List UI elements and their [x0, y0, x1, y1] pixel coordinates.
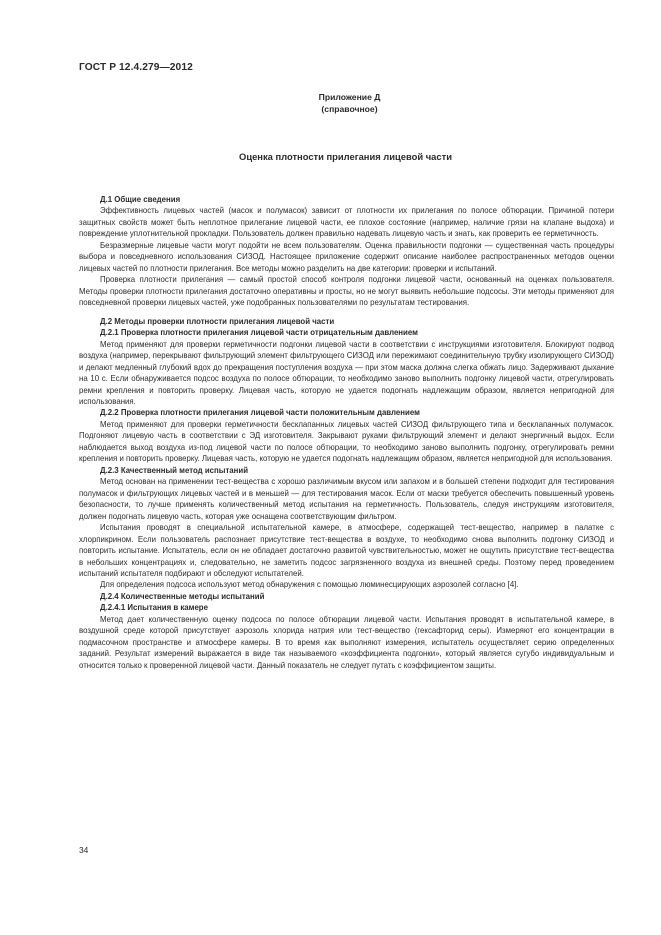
page-title-text: Оценка плотности прилегания лицевой части [239, 151, 452, 162]
paragraph-d1-3: Проверка плотности прилегания — самый простой способ контроля подгонки лицевой части, основанный на оценках пользователя. Методы проверки плотности прилегания достаточно оперативны и просты, но не могут выявить небольшие подсосы. Эти методы применяют для повседневной проверки лицевых частей, уже подобранных пользователями по результатам тестирования. [79, 275, 614, 308]
heading-d2-1: Д.2.1 Проверка плотности прилегания лицевой части отрицательным давлением [100, 328, 418, 338]
paragraph-d1-1: Эффективность лицевых частей (масок и полумасок) зависит от плотности их прилегания по полосе обтюрации. Причиной потери защитных свойств может быть неплотное прилегание лицевой части, ее плохое состояние (например, наличие грязи на клапане выдоха) и повреждение уплотнительной прокладки. Пользователь должен правильно надевать лицевую часть и знать, как проверить ее герметичность. [79, 206, 614, 239]
document-header: ГОСТ Р 12.4.279—2012 [79, 62, 193, 73]
appendix-label [0, 92, 661, 115]
appendix-type: (справочное) [321, 103, 378, 114]
heading-d2-2: Д.2.2 Проверка плотности прилегания лицевой части положительным давлением [100, 408, 420, 418]
heading-d2-4: Д.2.4 Количественные методы испытаний [100, 591, 265, 601]
paragraph-d2-2: Метод применяют для проверки герметичности бесклапанных лицевых частей СИЗОД фильтрующего типа и бесклапанных полумасок. Подгоняют лицевую часть в соответствии с ЭД изготовителя. Закрывают руками фильтрующий элемент и делают энергичный выдох. Если наблюдается выход воздуха из-под лицевой части по полосе обтюрации, то необходимо заново выполнить подгонку, отрегулировать ремни крепления и повторить проверку. Лицевая часть, которую не удается подогнать надлежащим образом, является непригодной для использования. [79, 419, 614, 464]
paragraph-d2-3-3: Для определения подсоса используют метод обнаружения с помощью люминесцирующих аэрозолей согласно [4]. [100, 580, 519, 590]
appendix-title: Приложение Д [318, 92, 381, 102]
page-title [0, 151, 661, 162]
paragraph-d2-3-2: Испытания проводят в специальной испытательной камере, в атмосфере, содержащей тест-вещество, например в палатке с хлорпикрином. Если пользователь распознает присутствие тест-вещества в воздухе, то необходимо снова выполнить подгонку СИЗОД и повторить испытание. Испытатель, если он не обладает достаточно развитой чувствительностью, может не ощутить присутствие тест-вещества в небольших концентрациях и, следовательно, не заметить подсос загрязненного воздуха из внешней среды. Поэтому перед проведением испытаний испытателя подбирают и обследуют испытателей. [79, 523, 614, 578]
heading-d2-3: Д.2.3 Качественный метод испытаний [100, 465, 249, 475]
paragraph-d2-3-1: Метод основан на применении тест-вещества с хорошо различимым вкусом или запахом и в большей степени подходит для тестирования полумасок и фильтрующих лицевых частей и в меньшей — для тестирования масок. Если от маски требуется обеспечить повышенный уровень безопасности, то лучше применять количественный метод испытания на герметичность. Пользователь, следуя инструкциям изготовителя, должен подогнать лицевую часть, которая уже оснащена соответствующим фильтром. [79, 477, 614, 521]
paragraph-d1-2: Безразмерные лицевые части могут подойти не всем пользователям. Оценка правильности подгонки — существенная часть процедуры выбора и повседневного использования СИЗОД. Настоящее приложение содержит описание наиболее распространенных методов оценки лицевых частей по плотности прилегания. Все методы можно разделить на две категории: проверки и испытаний. [79, 240, 614, 273]
document-body [79, 194, 614, 671]
heading-d2: Д.2 Методы проверки плотности прилегания лицевой части [100, 316, 335, 326]
heading-d2-4-1: Д.2.4.1 Испытания в камере [100, 603, 208, 613]
paragraph-d2-1: Метод применяют для проверки герметичности подгонки лицевой части в соответствии с инструкциями изготовителя. Блокируют подвод воздуха (например, перекрывают фильтрующий элемент фильтрующего СИЗОД или пережимают соединительную трубку изолирующего СИЗОД) и делают медленный глубокий вдох до прекращения поступления воздуха — при этом маска должна слегка обжать лицо. Задерживают дыхание на 10 с. Если обнаруживается подсос воздуха по полосе обтюрации, то необходимо заново выполнить подгонку лицевой части, отрегулировать ремни крепления и повторить проверку. Лицевая часть, которую не удается подогнать надлежащим образом, является непригодной для использования. [79, 339, 614, 406]
heading-d1: Д.1 Общие сведения [100, 195, 181, 204]
paragraph-d2-4-1: Метод дает количественную оценку подсоса по полосе обтюрации лицевой части. Испытания проводят в испытательной камере, в воздушной среде которой присутствует аэрозоль хлорида натрия или тест-вещество (гексафторид серы). Измеряют его концентрации в подмасочном пространстве и атмосфере камеры. В то время как выполняют измерения, испытатель осуществляет серию определенных заданий. Результат измерений выражается в виде так называемого «коэффициента подгонки», который является сугубо индивидуальным и относится только к проверенной лицевой части. Данный показатель не следует путать с коэффициентом защиты. [79, 614, 614, 670]
page-number: 34 [79, 845, 89, 855]
